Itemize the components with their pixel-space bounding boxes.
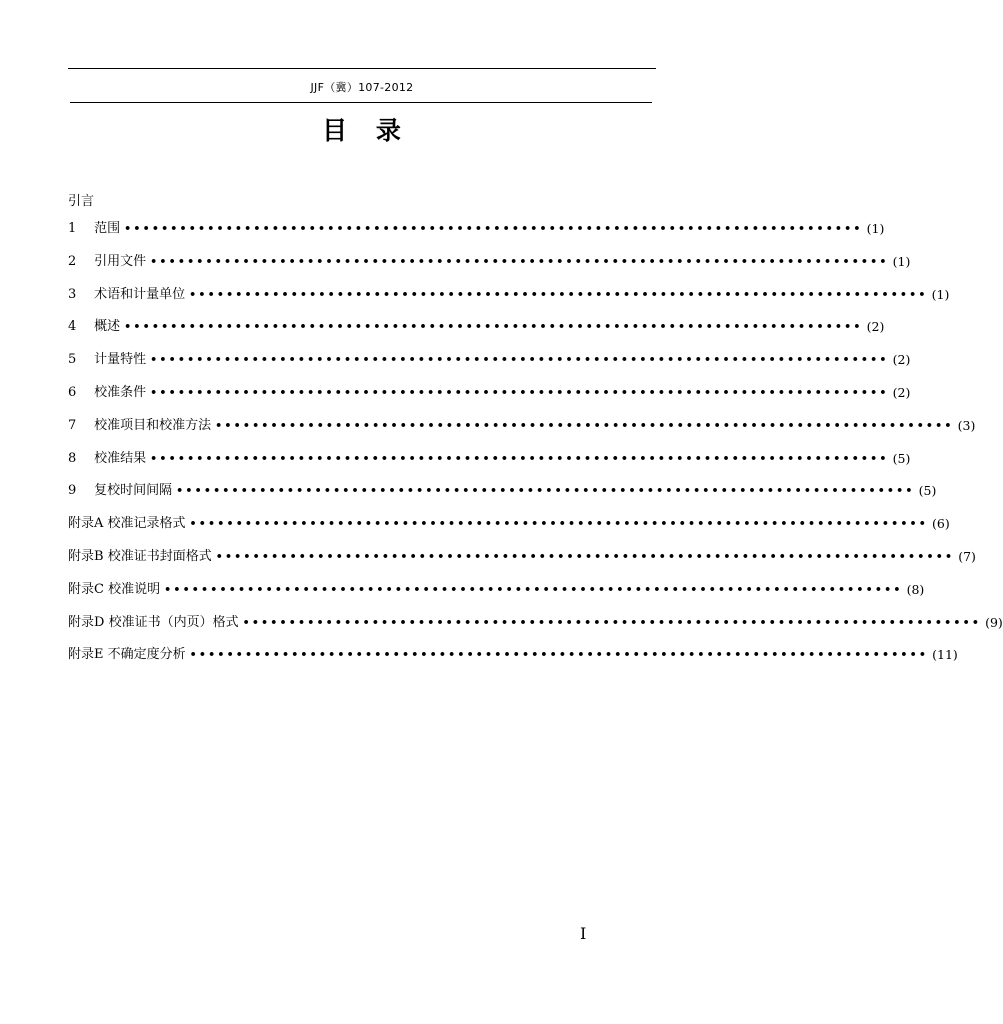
toc-entry-page: (11) [932,647,958,663]
page-title: 目 录 [322,116,402,145]
toc-entry-page: (2) [892,352,911,368]
toc-entry-number: 附录D [68,614,105,630]
toc-entry [68,220,885,253]
toc-entry-number: 2 [68,253,77,269]
toc-entry-number: 附录C [68,581,104,597]
toc-entry-title: 概述 [94,319,121,335]
toc-entry-title: 校准证书（内页）格式 [108,614,239,630]
toc-leader-dots: •••••••••••••••••••••••••••••••••••••••••••••••••••••••••••••••••••••••••••••••• [189,648,929,662]
toc-entry-title: 校准记录格式 [107,516,186,532]
toc-entry-page: (1) [866,221,885,236]
toc-entry-title: 校准说明 [108,581,161,597]
toc-entry [68,384,911,417]
header-bottom-rule [70,102,652,103]
toc-entry-number: 7 [68,417,77,433]
toc-entry-number: 8 [68,450,77,466]
toc-entry-number: 1 [68,221,77,236]
toc-leader-dots: •••••••••••••••••••••••••••••••••••••••••••••••••••••••••••••••••••••••••••••••• [189,517,929,531]
toc-leader-dots: •••••••••••••••••••••••••••••••••••••••••••••••••••••••••••••••••••••••••••••••• [215,418,954,432]
toc-entry-label [68,253,146,271]
toc-entry-label [68,450,146,468]
toc-entry-page: (5) [892,450,911,466]
toc-entry-title: 引用文件 [94,253,147,269]
toc-leader-dots: •••••••••••••••••••••••••••••••••••••••••••••••••••••••••••••••••••••••••••••••• [150,254,889,268]
toc-entry-number: 附录B [68,548,104,564]
toc-entry-title: 不确定度分析 [107,647,186,663]
toc-entry-title: 校准条件 [94,384,147,400]
toc-entry-label [68,417,211,435]
toc-entry-number: 附录E [68,647,104,663]
toc-entry-title: 校准证书封面格式 [107,548,212,564]
toc-entry-label [68,646,186,664]
toc-entry-page: (9) [985,614,1003,630]
toc-entry-title: 校准结果 [94,450,147,466]
toc-leader-dots: •••••••••••••••••••••••••••••••••••••••••••••••••••••••••••••••••••••••••••••••• [242,615,982,629]
toc-leader-dots: •••••••••••••••••••••••••••••••••••••••••••••••••••••••••••••••••••••••••••••••• [215,549,955,563]
toc-entry [68,417,976,450]
toc-entry [68,318,885,351]
toc-preface: 引言 [68,194,95,209]
toc-entry-number: 6 [68,384,77,400]
toc-entry-page: (2) [892,384,911,400]
toc-entry-title: 复校时间间隔 [94,483,173,499]
toc-entry-page: (8) [906,581,925,597]
toc-entry-label [68,515,186,533]
toc-entry [68,286,950,319]
toc-entry-page: (6) [932,516,950,532]
toc-entry-label [68,286,185,304]
toc-entry-title: 范围 [94,221,121,236]
toc-entry-label [68,318,120,336]
toc-leader-dots: •••••••••••••••••••••••••••••••••••••••••••••••••••••••••••••••••••••••••••••••• [189,287,928,301]
toc-entry [68,515,950,548]
toc-entry-number: 4 [68,319,77,335]
toc-entry [68,482,937,515]
toc-entry-label [68,220,120,238]
table-of-contents [68,220,1003,679]
toc-leader-dots: •••••••••••••••••••••••••••••••••••••••••••••••••••••••••••••••••••••••••••••••• [124,320,863,334]
toc-entry [68,548,976,581]
toc-leader-dots: •••••••••••••••••••••••••••••••••••••••••••••••••••••••••••••••••••••••••••••••• [124,222,863,235]
toc-leader-dots: •••••••••••••••••••••••••••••••••••••••••••••••••••••••••••••••••••••••••••••••• [176,484,915,498]
toc-entry-label [68,482,172,500]
toc-entry-label [68,581,160,599]
page-number: I [580,924,587,943]
toc-leader-dots: •••••••••••••••••••••••••••••••••••••••••••••••••••••••••••••••••••••••••••••••• [150,385,889,399]
toc-entry-number: 附录A [68,516,104,532]
toc-entry-page: (7) [958,548,976,564]
toc-entry-page: (2) [866,319,885,335]
toc-entry-label [68,384,146,402]
toc-entry [68,253,911,286]
toc-entry [68,646,958,679]
toc-entry-page: (1) [892,253,911,269]
toc-entry [68,450,911,483]
toc-entry [68,614,1003,647]
toc-entry-number: 5 [68,352,77,368]
toc-leader-dots: •••••••••••••••••••••••••••••••••••••••••••••••••••••••••••••••••••••••••••••••• [164,582,903,596]
toc-entry-title: 校准项目和校准方法 [94,417,212,433]
toc-entry-page: (3) [957,417,976,433]
toc-entry [68,581,925,614]
standard-code: JJF（冀）107-2012 [310,81,414,94]
toc-entry-title: 计量特性 [94,352,147,368]
toc-entry-label [68,351,146,369]
toc-leader-dots: •••••••••••••••••••••••••••••••••••••••••••••••••••••••••••••••••••••••••••••••• [150,451,889,465]
header-top-rule [68,68,656,69]
toc-leader-dots: •••••••••••••••••••••••••••••••••••••••••••••••••••••••••••••••••••••••••••••••• [150,353,889,367]
toc-entry-page: (1) [931,286,950,302]
toc-entry-title: 术语和计量单位 [94,286,186,302]
toc-entry-label [68,614,239,632]
toc-entry-number: 3 [68,286,77,302]
toc-entry [68,351,911,384]
toc-entry-number: 9 [68,483,77,499]
toc-entry-page: (5) [918,483,937,499]
toc-entry-label [68,548,212,566]
